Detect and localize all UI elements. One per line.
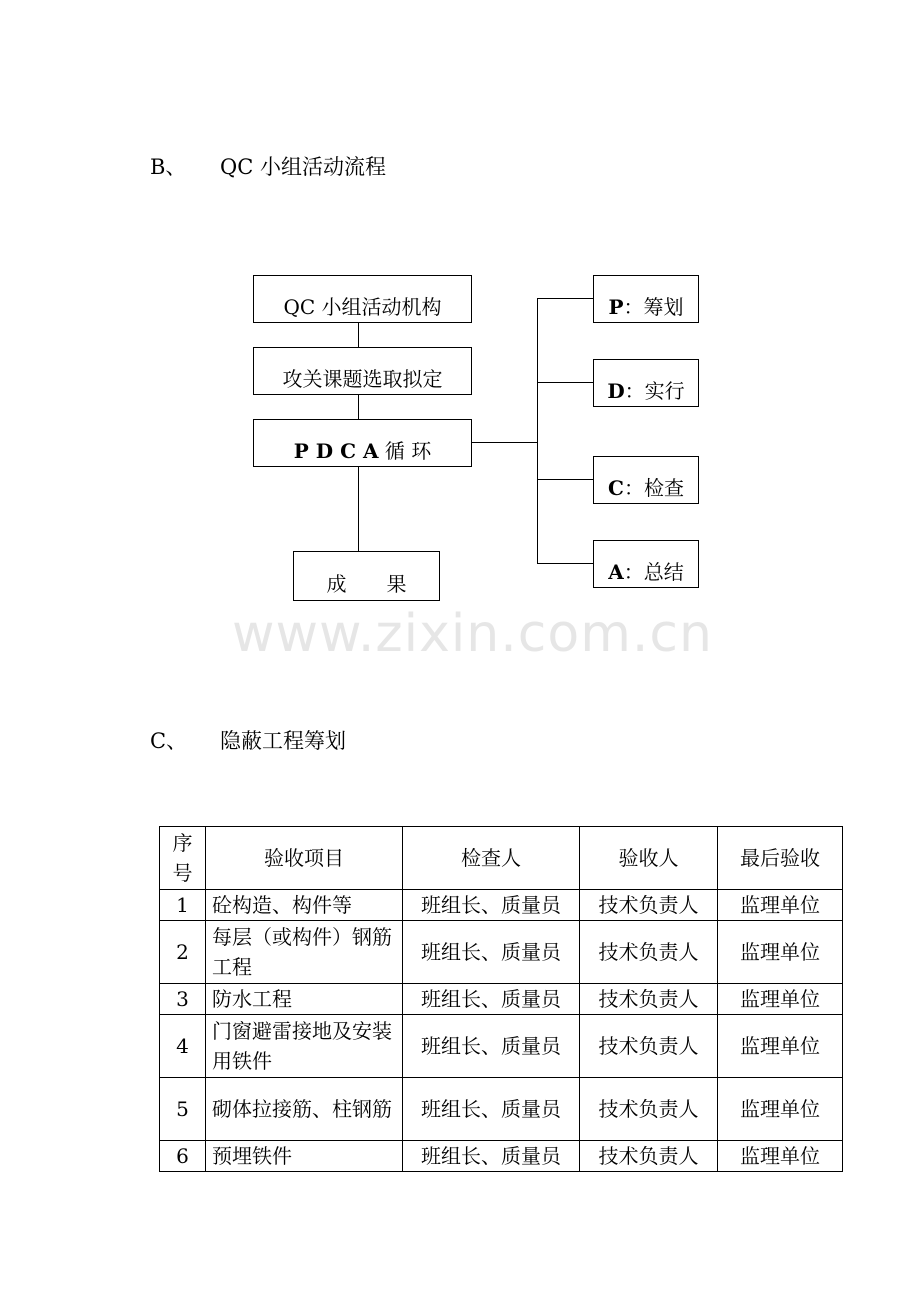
branch-key-a: A <box>608 559 624 584</box>
cell-inspector: 班组长、质量员 <box>403 921 580 984</box>
table-row <box>160 1078 843 1141</box>
branch-key-c: C <box>608 475 624 500</box>
cell-item: 砌体拉接筋、柱钢筋 <box>206 1078 403 1141</box>
cell-no: 6 <box>160 1141 206 1172</box>
connector-branch-c <box>537 479 594 480</box>
branch-sep-c: ： <box>623 475 644 500</box>
connector-branch-a <box>537 563 594 564</box>
watermark: www.zixin.com.cn <box>232 604 713 664</box>
table-header-row <box>160 827 843 890</box>
flow-box-result <box>293 551 440 601</box>
cell-no: 3 <box>160 984 206 1015</box>
cell-final: 监理单位 <box>718 1078 843 1141</box>
cell-final: 监理单位 <box>718 1015 843 1078</box>
flow-box-org <box>253 275 472 323</box>
flow-box-do <box>593 359 699 407</box>
flow-box-act-label <box>608 556 684 585</box>
header-cell-final: 最后验收 <box>718 827 843 890</box>
section-c-title: 隐蔽工程筹划 <box>220 729 346 753</box>
flow-box-org-label: QC 小组活动机构 <box>283 294 442 319</box>
flow-box-pdca-label <box>294 435 431 464</box>
cell-inspector: 班组长、质量员 <box>403 1141 580 1172</box>
connector-pdca-bus <box>472 442 537 443</box>
flow-box-pdca <box>253 419 472 467</box>
connector-branch-p <box>537 298 594 299</box>
cell-acceptor: 技术负责人 <box>580 921 718 984</box>
cell-item: 防水工程 <box>206 984 403 1015</box>
branch-key-d: D <box>607 378 625 403</box>
table-row <box>160 1015 843 1078</box>
table-row <box>160 984 843 1015</box>
flow-box-do-label <box>607 375 684 404</box>
flow-box-act <box>593 540 699 588</box>
flow-box-check <box>593 456 699 504</box>
cell-acceptor: 技术负责人 <box>580 1015 718 1078</box>
cell-no: 1 <box>160 890 206 921</box>
cell-item: 砼构造、构件等 <box>206 890 403 921</box>
branch-key-p: P <box>608 294 624 319</box>
section-b-number: B、 <box>150 155 187 179</box>
cell-no: 4 <box>160 1015 206 1078</box>
cell-item: 每层（或构件）钢筋工程 <box>206 921 403 984</box>
branch-sep-d: ： <box>624 378 645 403</box>
cell-final: 监理单位 <box>718 1141 843 1172</box>
branch-label-d: 实行 <box>644 378 685 403</box>
cell-no: 5 <box>160 1078 206 1141</box>
branch-label-p: 筹划 <box>643 294 684 319</box>
flow-box-topic-label: 攻关课题选取拟定 <box>282 366 443 391</box>
cell-inspector: 班组长、质量员 <box>403 984 580 1015</box>
header-cell-inspector: 检查人 <box>403 827 580 890</box>
cell-acceptor: 技术负责人 <box>580 984 718 1015</box>
cell-item: 门窗避雷接地及安装用铁件 <box>206 1015 403 1078</box>
branch-sep-p: ： <box>623 294 644 319</box>
table-row <box>160 890 843 921</box>
connector-org-topic <box>358 322 359 348</box>
pdca-cycle-text: 循 环 <box>378 438 432 463</box>
flow-box-topic <box>253 347 472 395</box>
branch-sep-a: ： <box>623 559 644 584</box>
flow-box-plan-label <box>608 291 683 320</box>
header-cell-acceptor: 验收人 <box>580 827 718 890</box>
cell-acceptor: 技术负责人 <box>580 1078 718 1141</box>
branch-label-c: 检查 <box>643 475 684 500</box>
cell-no: 2 <box>160 921 206 984</box>
flow-box-result-label: 成 果 <box>326 571 407 596</box>
cell-final: 监理单位 <box>718 984 843 1015</box>
cell-inspector: 班组长、质量员 <box>403 1078 580 1141</box>
flow-box-plan <box>593 275 699 323</box>
section-b-heading <box>150 155 386 179</box>
table-row <box>160 1141 843 1172</box>
table-row <box>160 921 843 984</box>
cell-acceptor: 技术负责人 <box>580 1141 718 1172</box>
connector-branch-bus <box>537 298 538 564</box>
section-c-number: C、 <box>150 729 188 753</box>
cell-inspector: 班组长、质量员 <box>403 890 580 921</box>
connector-topic-pdca <box>358 394 359 420</box>
header-cell-item: 验收项目 <box>206 827 403 890</box>
connector-pdca-result <box>358 466 359 552</box>
connector-branch-d <box>537 382 594 383</box>
cell-item: 预埋铁件 <box>206 1141 403 1172</box>
header-cell-no: 序号 <box>160 827 206 890</box>
cell-inspector: 班组长、质量员 <box>403 1015 580 1078</box>
branch-label-a: 总结 <box>643 559 684 584</box>
flow-box-check-label <box>608 472 684 501</box>
cell-final: 监理单位 <box>718 921 843 984</box>
cell-acceptor: 技术负责人 <box>580 890 718 921</box>
hidden-works-table <box>159 826 843 1172</box>
section-b-title: QC 小组活动流程 <box>220 155 386 179</box>
section-c-heading <box>150 729 346 753</box>
cell-final: 监理单位 <box>718 890 843 921</box>
pdca-letters: P D C A <box>293 438 379 463</box>
